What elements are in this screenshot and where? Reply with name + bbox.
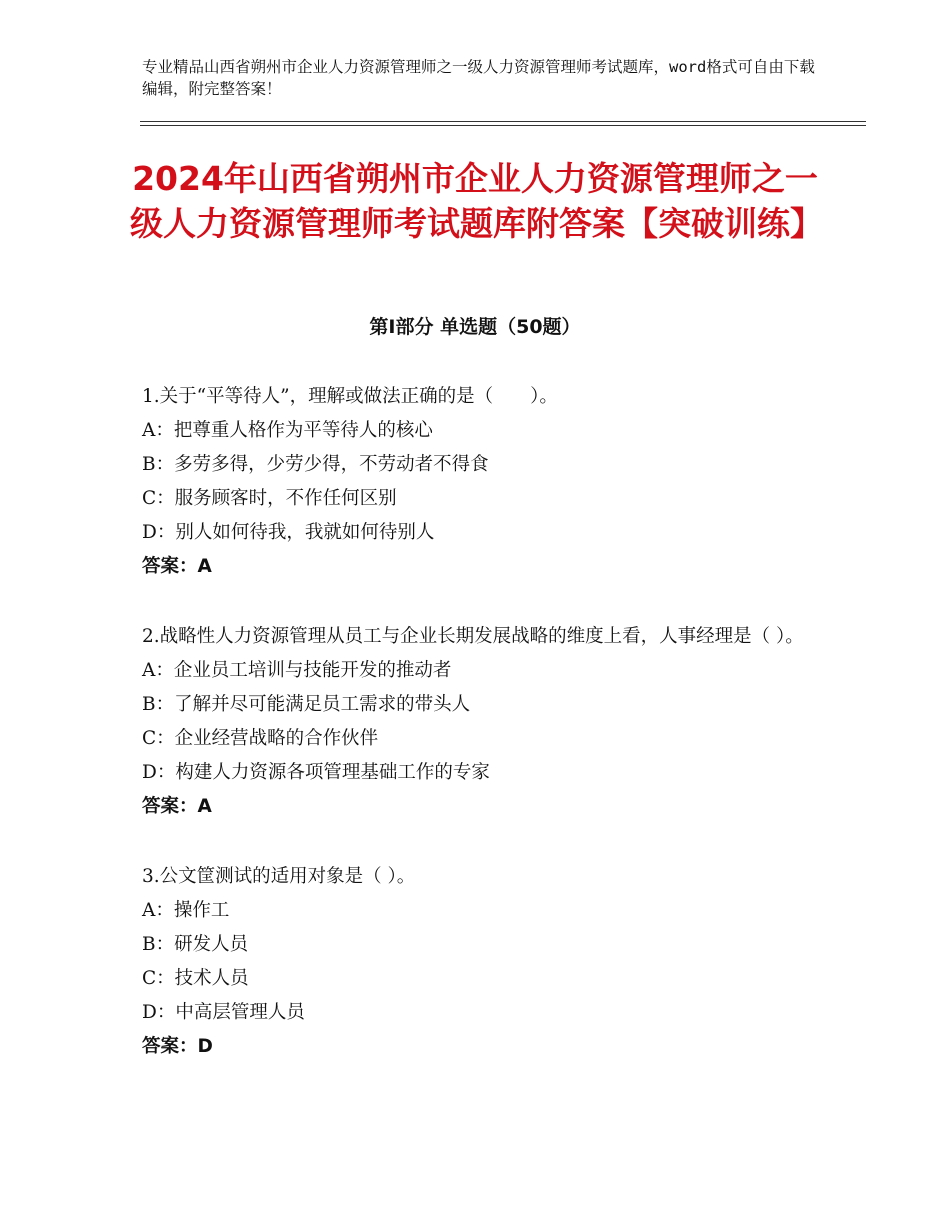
- option-b: B：了解并尽可能满足员工需求的带头人: [142, 694, 471, 715]
- option-d: D：别人如何待我，我就如何待别人: [142, 522, 435, 543]
- question-stem: 3.公文筐测试的适用对象是（ ）。: [142, 866, 416, 887]
- option-b: B：多劳多得，少劳少得，不劳动者不得食: [142, 454, 489, 475]
- question-stem: 2.战略性人力资源管理从员工与企业长期发展战略的维度上看，人事经理是（ ）。: [142, 626, 804, 647]
- header-rule-top: [140, 121, 866, 122]
- section-heading: 第Ⅰ部分 单选题（50题）: [369, 316, 581, 338]
- option-c: C：企业经营战略的合作伙伴: [142, 728, 379, 749]
- option-a: A：企业员工培训与技能开发的推动者: [142, 660, 452, 681]
- answer-line: 答案：A: [142, 556, 212, 577]
- option-d: D：中高层管理人员: [142, 1002, 305, 1023]
- option-b: B：研发人员: [142, 934, 249, 955]
- page-title: 2024年山西省朔州市企业人力资源管理师之一级人力资源管理师考试题库附答案【突破训练】: [130, 159, 823, 243]
- option-c: C：服务顾客时，不作任何区别: [142, 488, 397, 509]
- question-item: [142, 380, 812, 584]
- header-rule-bottom: [140, 125, 866, 126]
- answer-line: 答案：A: [142, 796, 212, 817]
- question-list: [142, 380, 812, 1100]
- option-a: A：操作工: [142, 900, 230, 921]
- option-a: A：把尊重人格作为平等待人的核心: [142, 420, 433, 441]
- answer-line: 答案：D: [142, 1036, 213, 1057]
- question-item: [142, 860, 812, 1064]
- question-stem: 1.关于“平等待人”，理解或做法正确的是（ ）。: [142, 386, 558, 407]
- option-d: D：构建人力资源各项管理基础工作的专家: [142, 762, 490, 783]
- question-item: [142, 620, 812, 824]
- option-c: C：技术人员: [142, 968, 249, 989]
- header-note: 专业精品山西省朔州市企业人力资源管理师之一级人力资源管理师考试题库，word格式可自由下载编辑，附完整答案！: [142, 58, 815, 98]
